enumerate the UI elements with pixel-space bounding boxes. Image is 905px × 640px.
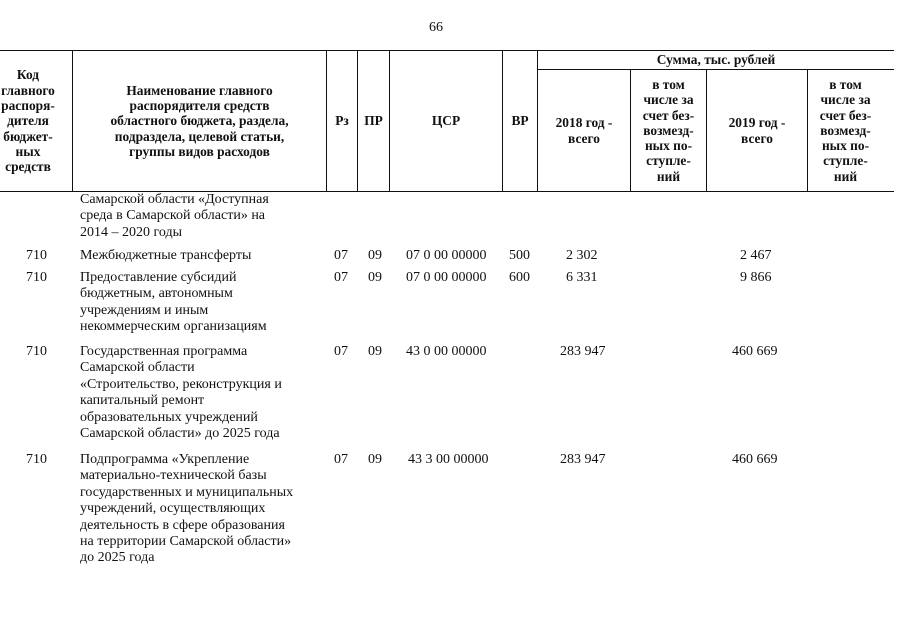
- page-number: 66: [429, 20, 443, 35]
- row-2019: 460 669: [732, 344, 778, 359]
- row-csr: 07 0 00 00000: [406, 270, 487, 285]
- row-name: Межбюджетные трансферты: [80, 248, 252, 263]
- row-rz: 07: [334, 248, 348, 263]
- row-csr: 07 0 00 00000: [406, 248, 487, 263]
- row-name: Самарской области «Доступная среда в Самарской области» на 2014 – 2020 годы: [80, 192, 269, 240]
- row-name: Государственная программа Самарской области «Строительство, реконструкция и капитальный ремонт образовательных учреждений Самарской области» до 2025 года: [80, 344, 282, 442]
- header-rz: Рз: [335, 113, 349, 129]
- header-2018-total: 2018 год - всего: [555, 115, 613, 146]
- row-name: Подпрограмма «Укрепление материально-технической базы государственных и муниципальных учреждений, осуществляющих деятельность в сфере образования на территории Самарской области» до 2025 года: [80, 452, 294, 566]
- header-2019-grant: в том числе за счет без- возмезд- ных по- ступле- ний: [819, 76, 872, 184]
- row-2018: 2 302: [566, 248, 598, 263]
- row-rz: 07: [334, 452, 348, 467]
- row-2018: 283 947: [560, 452, 606, 467]
- row-csr: 43 3 00 00000: [408, 452, 489, 467]
- row-rz: 07: [334, 344, 348, 359]
- header-sum-group: Сумма, тыс. рублей: [656, 51, 776, 67]
- row-2019: 9 866: [740, 270, 772, 285]
- table-header: [0, 50, 894, 192]
- row-name: Предоставление субсидий бюджетным, автономным учреждениям и иным некоммерческим организациям: [80, 270, 267, 335]
- row-code: 710: [26, 270, 47, 285]
- row-pr: 09: [368, 270, 382, 285]
- row-code: 710: [26, 248, 47, 263]
- header-2018-grant: в том числе за счет без- возмезд- ных по- ступле- ний: [642, 76, 695, 184]
- row-code: 710: [26, 452, 47, 467]
- header-vr: ВР: [511, 113, 529, 129]
- header-csr: ЦСР: [431, 113, 461, 129]
- row-vr: 600: [509, 270, 530, 285]
- header-name: Наименование главного распорядителя средств областного бюджета, раздела, подраздела, целевой статьи, группы видов расходов: [110, 82, 289, 159]
- row-rz: 07: [334, 270, 348, 285]
- row-pr: 09: [368, 248, 382, 263]
- row-pr: 09: [368, 452, 382, 467]
- row-pr: 09: [368, 344, 382, 359]
- row-code: 710: [26, 344, 47, 359]
- row-2018: 6 331: [566, 270, 598, 285]
- row-2019: 460 669: [732, 452, 778, 467]
- header-2019-total: 2019 год - всего: [728, 115, 786, 146]
- header-code: Код главного распоря- дителя бюджет- ных средств: [1, 67, 55, 175]
- row-2019: 2 467: [740, 248, 772, 263]
- header-pr: ПР: [364, 113, 383, 129]
- row-2018: 283 947: [560, 344, 606, 359]
- row-vr: 500: [509, 248, 530, 263]
- row-csr: 43 0 00 00000: [406, 344, 487, 359]
